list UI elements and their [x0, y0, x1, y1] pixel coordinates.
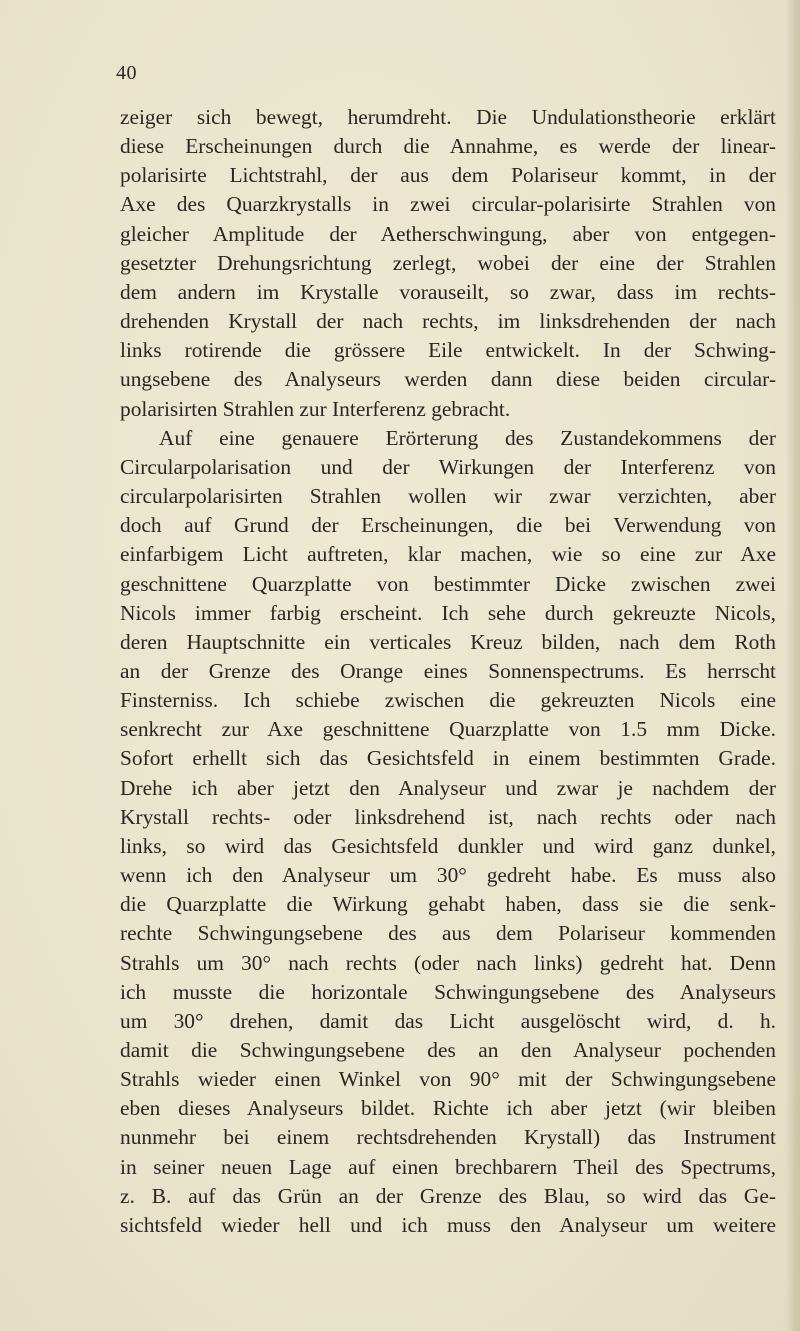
text-line: Nicols immer farbig erscheint. Ich sehe durch gekreuzte Nicols,	[120, 600, 776, 625]
text-line: Krystall rechts- oder linksdrehend ist, nach rechts oder nach	[120, 804, 776, 829]
page-edge-shadow	[786, 0, 800, 1331]
text-line: dem andern im Krystalle vorauseilt, so zwar, dass im rechts-	[120, 279, 776, 304]
text-line: eben dieses Analyseurs bildet. Richte ich aber jetzt (wir bleiben	[120, 1096, 776, 1121]
text-line: circularpolarisirten Strahlen wollen wir zwar verzichten, aber	[120, 484, 776, 509]
text-line: an der Grenze des Orange eines Sonnenspectrums. Es herrscht	[120, 658, 776, 683]
text-line: in seiner neuen Lage auf einen brechbarern Theil des Spectrums,	[120, 1154, 776, 1179]
text-line: Strahls wieder einen Winkel von 90° mit der Schwingungsebene	[120, 1067, 776, 1092]
text-line: die Quarzplatte die Wirkung gehabt haben, dass sie die senk-	[120, 892, 776, 917]
text-line: Sofort erhellt sich das Gesichtsfeld in einem bestimmten Grade.	[120, 746, 776, 771]
text-line: rechte Schwingungsebene des aus dem Polariseur kommenden	[120, 921, 776, 946]
text-line: doch auf Grund der Erscheinungen, die bei Verwendung von	[120, 513, 776, 538]
text-line: ungsebene des Analyseurs werden dann diese beiden circular-	[120, 367, 776, 392]
text-line: senkrecht zur Axe geschnittene Quarzplatte von 1.5 mm Dicke.	[120, 717, 776, 742]
text-line: gleicher Amplitude der Aetherschwingung, aber von entgegen-	[120, 221, 776, 246]
text-line: links, so wird das Gesichtsfeld dunkler und wird ganz dunkel,	[120, 833, 776, 858]
text-line: um 30° drehen, damit das Licht ausgelöscht wird, d. h.	[120, 1008, 776, 1033]
text-line: Circularpolarisation und der Wirkungen der Interferenz von	[120, 454, 776, 479]
text-line: Finsterniss. Ich schiebe zwischen die gekreuzten Nicols eine	[120, 688, 776, 713]
text-line: zeiger sich bewegt, herumdreht. Die Undulationstheorie erklärt	[120, 105, 776, 129]
paragraph	[120, 424, 776, 1240]
page-number: 40	[116, 62, 137, 84]
text-line: deren Hauptschnitte ein verticales Kreuz bilden, nach dem Roth	[120, 629, 776, 654]
text-line: drehenden Krystall der nach rechts, im linksdrehenden der nach	[120, 309, 776, 334]
text-line: polarisirte Lichtstrahl, der aus dem Polariseur kommt, in der	[120, 163, 776, 188]
text-line: geschnittene Quarzplatte von bestimmter Dicke zwischen zwei	[120, 571, 776, 596]
text-line: Axe des Quarzkrystalls in zwei circular-polarisirte Strahlen von	[120, 192, 776, 217]
text-line: Strahls um 30° nach rechts (oder nach links) gedreht hat. Denn	[120, 950, 776, 975]
text-line: gesetzter Drehungsrichtung zerlegt, wobei der eine der Strahlen	[120, 250, 776, 275]
text-line: Auf eine genauere Erörterung des Zustandekommens der	[159, 425, 776, 450]
text-line: wenn ich den Analyseur um 30° gedreht habe. Es muss also	[120, 863, 776, 888]
text-line: sichtsfeld wieder hell und ich muss den Analyseur um weitere	[120, 1212, 776, 1237]
text-line: nunmehr bei einem rechtsdrehenden Krystall) das Instrument	[120, 1125, 776, 1150]
text-line: Drehe ich aber jetzt den Analyseur und zwar je nachdem der	[120, 775, 776, 800]
text-line: einfarbigem Licht auftreten, klar machen, wie so eine zur Axe	[120, 542, 776, 567]
text-line: diese Erscheinungen durch die Annahme, es werde der linear-	[120, 134, 776, 159]
text-line: ich musste die horizontale Schwingungsebene des Analyseurs	[120, 979, 776, 1004]
body-text	[120, 103, 776, 1240]
text-line: polarisirten Strahlen zur Interferenz gebracht.	[120, 396, 511, 421]
paragraph	[120, 103, 776, 424]
text-line: damit die Schwingungsebene des an den Analyseur pochenden	[120, 1038, 776, 1062]
text-line: z. B. auf das Grün an der Grenze des Blau, so wird das Ge-	[120, 1183, 776, 1208]
text-line: links rotirende die grössere Eile entwickelt. In der Schwing-	[120, 338, 776, 363]
